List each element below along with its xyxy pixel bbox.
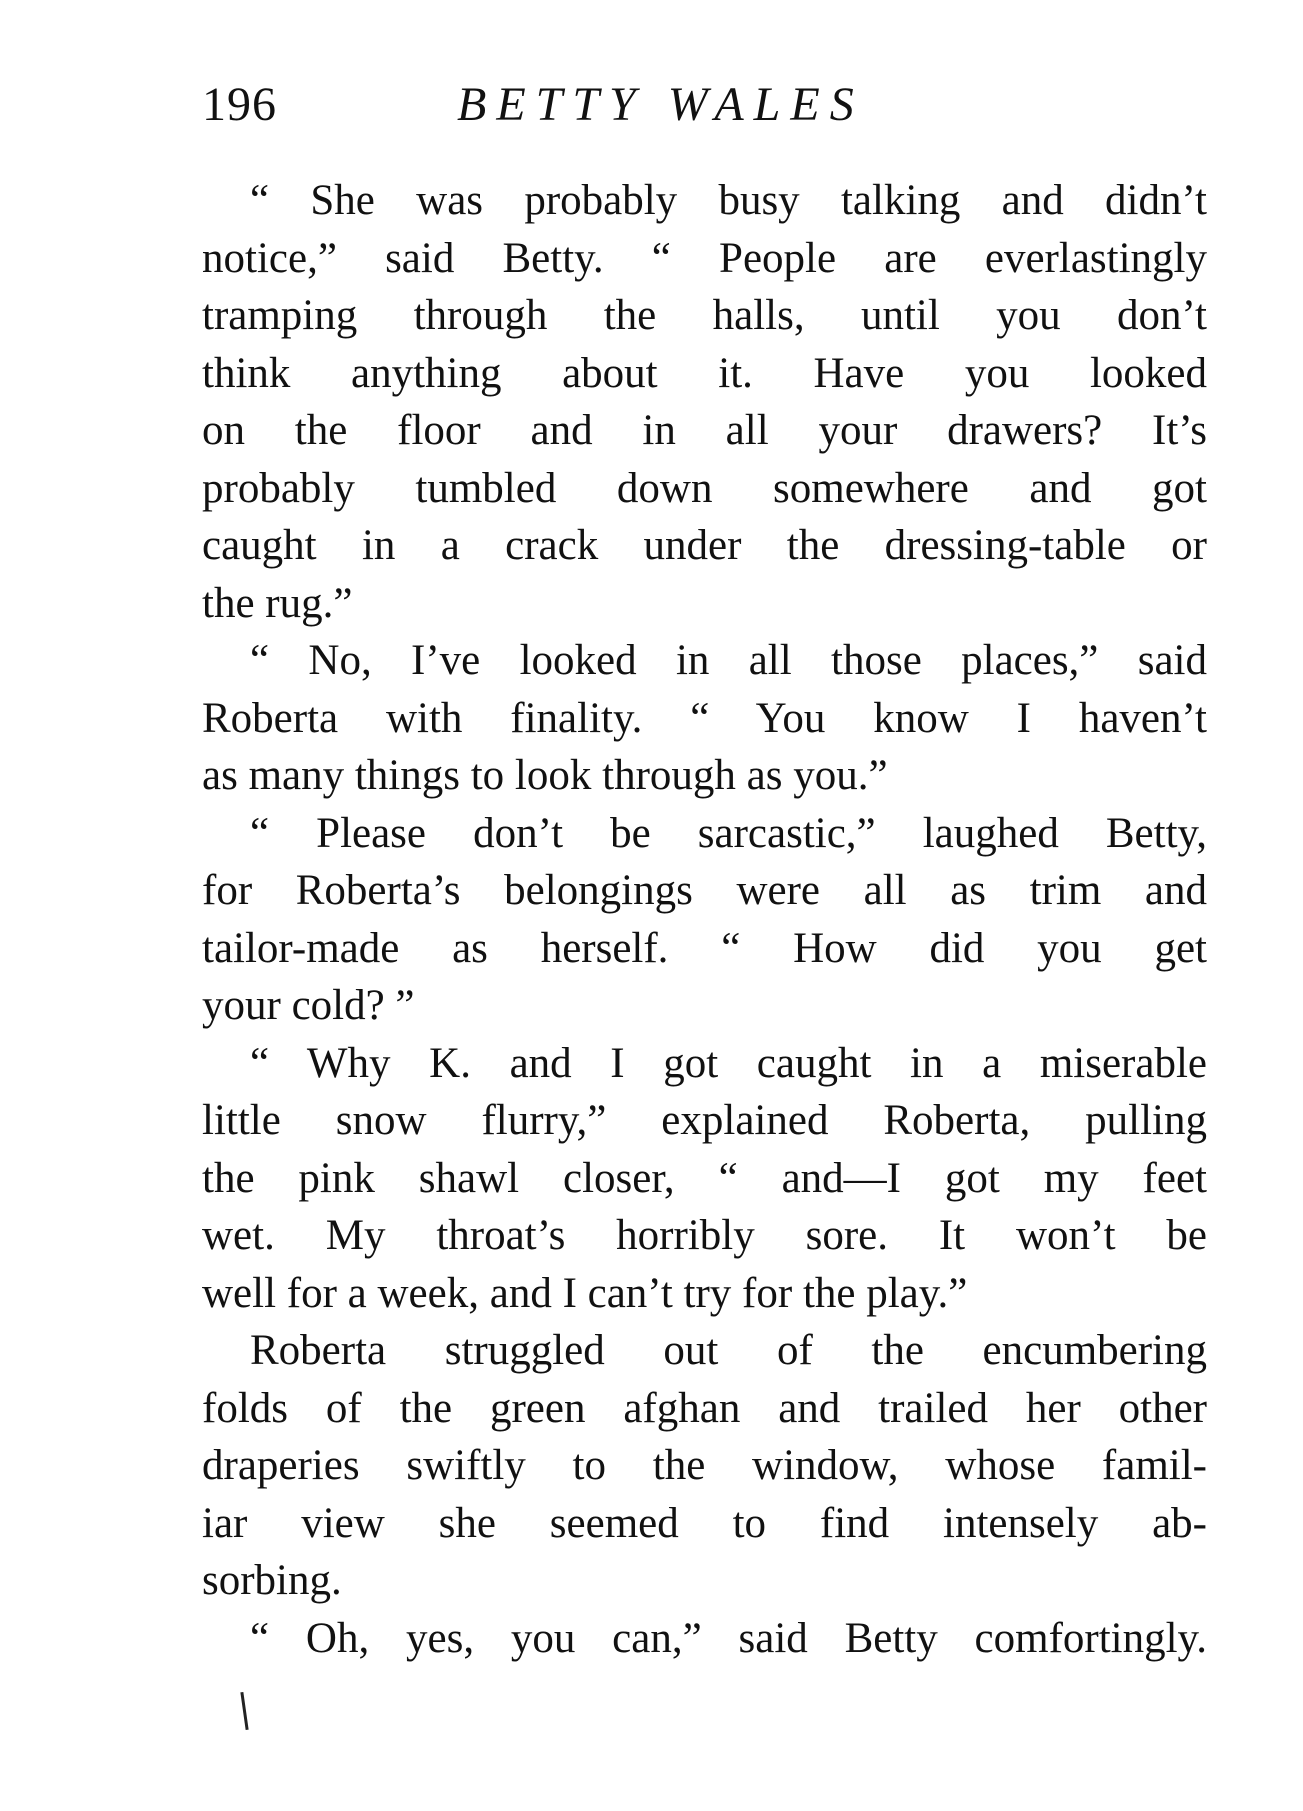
text-line: sorbing. bbox=[202, 1557, 342, 1604]
text-line: the rug.” bbox=[202, 579, 353, 627]
text-line: iar view she seemed to find intensely ab- bbox=[202, 1499, 1207, 1547]
text-line: tailor-made as herself. “ How did you get bbox=[202, 924, 1207, 972]
text-line: little snow flurry,” explained Roberta, pulling bbox=[202, 1097, 1207, 1144]
text-line: Roberta with finality. “ You know I haven’t bbox=[202, 694, 1207, 742]
text-line: “ She was probably busy talking and didn’t bbox=[250, 177, 1207, 224]
text-line: tramping through the halls, until you don’t bbox=[202, 292, 1207, 339]
text-line: draperies swiftly to the window, whose famil- bbox=[202, 1442, 1207, 1489]
text-line: think anything about it. Have you looked bbox=[202, 349, 1207, 397]
text-line: folds of the green afghan and trailed her other bbox=[202, 1384, 1207, 1432]
text-line: notice,” said Betty. “ People are everlastingly bbox=[202, 234, 1207, 282]
text-line: as many things to look through as you.” bbox=[202, 752, 888, 799]
text-line: on the floor and in all your drawers? It’s bbox=[202, 407, 1207, 454]
text-line: “ Why K. and I got caught in a miserable bbox=[250, 1039, 1207, 1087]
text-line: for Roberta’s belongings were all as trim and bbox=[202, 867, 1207, 914]
text-line: caught in a crack under the dressing-table or bbox=[202, 522, 1207, 569]
body-text bbox=[202, 172, 1207, 1667]
text-line: wet. My throat’s horribly sore. It won’t be bbox=[202, 1212, 1207, 1259]
text-line: “ Please don’t be sarcastic,” laughed Betty, bbox=[250, 809, 1207, 857]
page-header bbox=[202, 70, 1002, 140]
text-line: your cold? ” bbox=[202, 982, 415, 1029]
text-line: “ Oh, yes, you can,” said Betty comfortingly. bbox=[250, 1614, 1207, 1662]
text-line: probably tumbled down somewhere and got bbox=[202, 464, 1207, 512]
text-line: well for a week, and I can’t try for the play.” bbox=[202, 1269, 968, 1317]
margin-mark bbox=[240, 1692, 248, 1730]
text-line: “ No, I’ve looked in all those places,” said bbox=[250, 637, 1207, 684]
running-title: BETTY WALES bbox=[457, 78, 864, 131]
page-number: 196 bbox=[202, 78, 277, 131]
text-line: Roberta struggled out of the encumbering bbox=[250, 1327, 1207, 1374]
text-line: the pink shawl closer, “ and—I got my feet bbox=[202, 1154, 1207, 1202]
